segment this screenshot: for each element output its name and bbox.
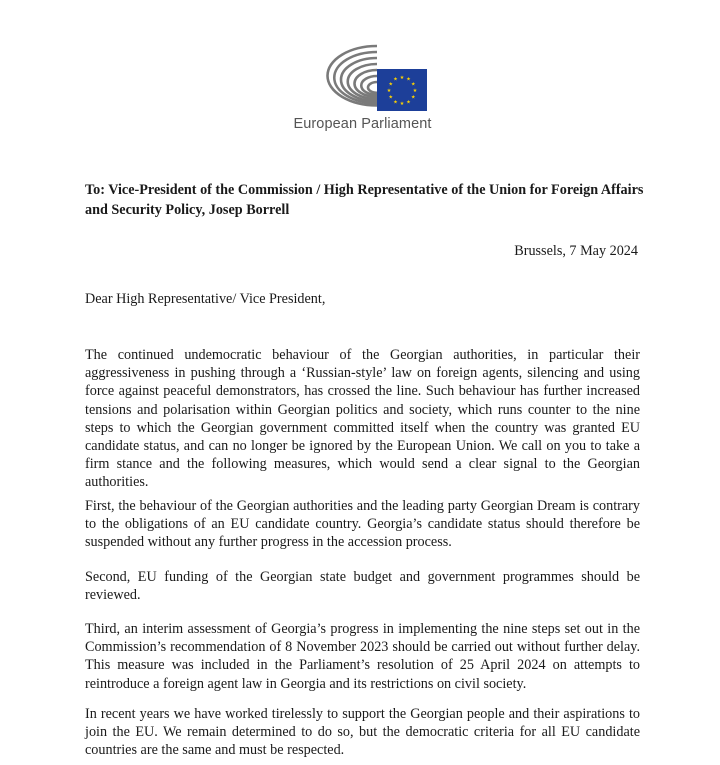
hemicycle-flag-emblem [290,38,430,114]
star-icon: ★ [412,89,418,94]
star-icon: ★ [393,100,398,106]
logo-text: European Parliament [293,116,432,132]
star-icon: ★ [388,95,393,101]
paragraph: First, the behaviour of the Georgian authorities and the leading party Georgian Dream is contrary to the obligations of an EU candidate country. Georgia’s candidate status should therefore be suspended without any further progress in the accession process. [85,498,640,551]
star-icon: ★ [399,76,405,81]
star-icon: ★ [406,100,411,106]
star-icon: ★ [388,82,393,88]
paragraph: In recent years we have worked tirelessly to support the Georgian people and their aspirations to join the EU. We remain determined to do so, but the democratic criteria for all EU candidate countries are the same and must be respected. [85,706,640,759]
paragraph: Third, an interim assessment of Georgia’s progress in implementing the nine steps set out in the Commission’s recommendation of 8 November 2023 should be carried out without further delay. This measure was included in the Parliament’s resolution of 25 April 2024 on attempts to reintroduce a foreign agent law in Georgia and its restrictions on civil society. [85,621,640,692]
salutation: Dear High Representative/ Vice President, [85,291,326,307]
paragraph: The continued undemocratic behaviour of the Georgian authorities, in particular their aggressiveness in pushing through a ‘Russian-style’ law on foreign agents, silencing and using force against peaceful demonstrators, has crossed the line. Such behaviour has further increased tensions and polarisation within Georgian politics and society, which runs counter to the nine steps to which the Georgian government committed itself when the country was granted EU candidate status, and can no longer be ignored by the European Union. We call on you to take a firm stance and the following measures, which would send a clear signal to the Georgian authorities. [85,347,640,491]
star-icon: ★ [399,102,405,107]
european-parliament-logo [290,38,430,138]
recipient-line: To: Vice-President of the Commission / High Representative of the Union for Foreign Affairs and Security Policy, Josep Borrell [85,182,644,218]
date-line: Brussels, 7 May 2024 [514,243,638,259]
paragraph: Second, EU funding of the Georgian state budget and government programmes should be reviewed. [85,569,640,604]
star-icon: ★ [393,77,398,83]
star-icon: ★ [411,95,416,101]
hemicycle-icon [328,46,378,105]
star-icon: ★ [406,77,411,83]
star-icon: ★ [411,82,416,88]
star-icon: ★ [386,89,392,94]
hemicycle-arc [368,82,377,93]
